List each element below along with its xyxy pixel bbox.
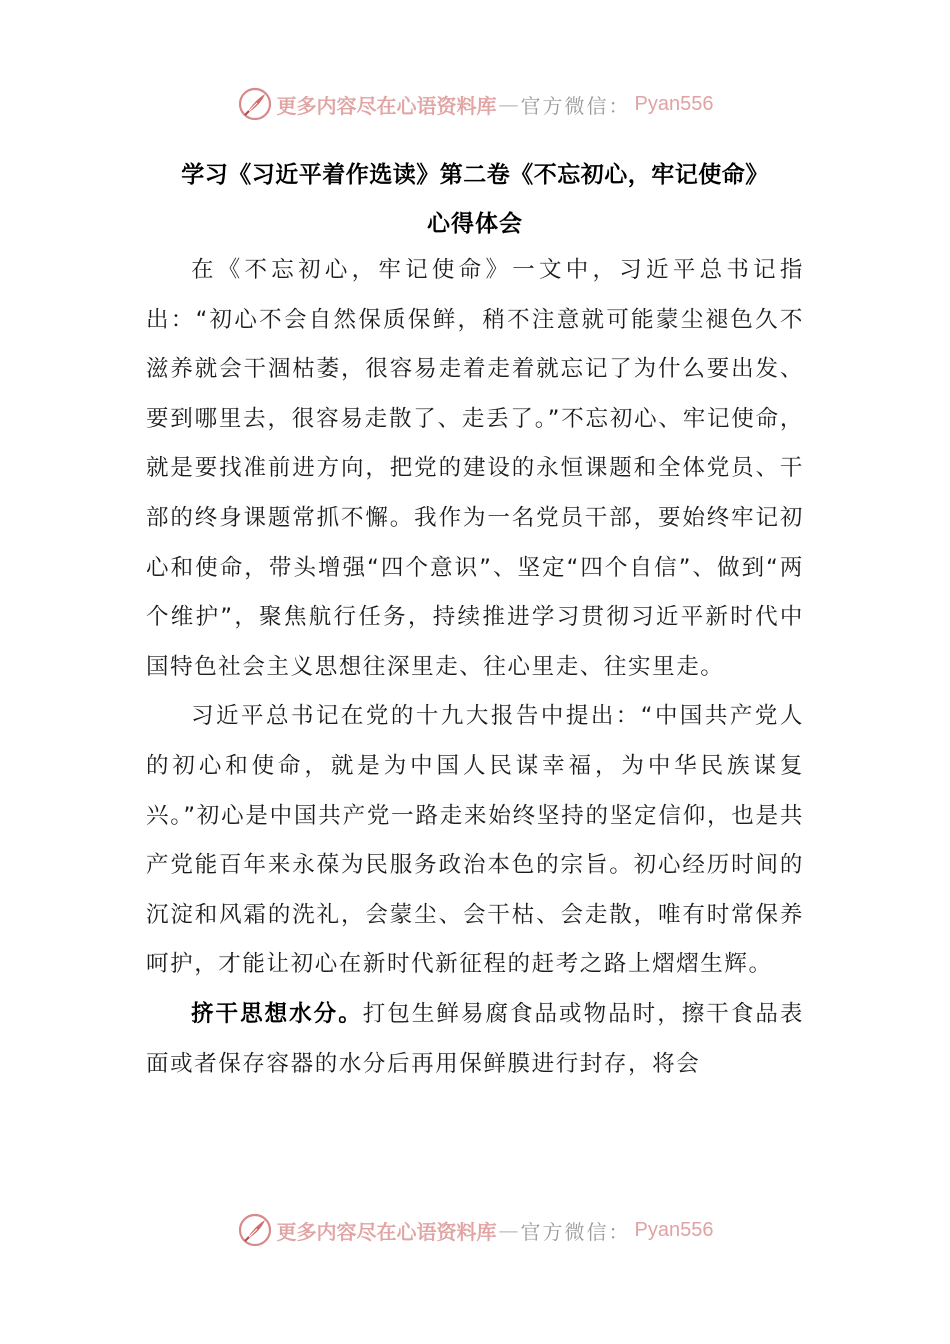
feather-pen-logo-icon — [237, 86, 273, 122]
paragraph: 习近平总书记在党的十九大报告中提出：“中国共产党人的初心和使命，就是为中国人民谋幸福，为中华民族谋复兴。”初心是中国共产党一路走来始终坚持的坚定信仰，也是共产党能百年来永葆为民服务政治本色的宗旨。初心经历时间的沉淀和风霜的洗礼，会蒙尘、会干枯、会走散，唯有时常保养呵护，才能让初心在新时代新征程的赶考之路上熠熠生辉。 — [146, 703, 804, 978]
footer-watermark-banner — [0, 1210, 950, 1250]
banner-brand-text: 更多内容尽在心语资料库 — [276, 93, 497, 118]
banner-wechat-id: Pyan556 — [634, 92, 714, 115]
banner-separator: — — [498, 92, 519, 116]
paragraph-lead: 挤干思想水分。 — [191, 1000, 363, 1027]
header-watermark-banner — [0, 84, 950, 124]
paragraph-text: 打包生鲜易腐食品或物品时，擦干食品表面或者保存容器的水分后再用保鲜膜进行封存，将会 — [146, 1000, 804, 1077]
banner-separator: — — [498, 1218, 519, 1242]
banner-wechat-label: 官方微信： — [520, 1219, 631, 1244]
document-title: 学习《习近平着作选读》第二卷《不忘初心，牢记使命》 — [181, 162, 769, 188]
banner-wechat-label: 官方微信： — [520, 93, 631, 118]
document-body — [146, 246, 804, 1089]
banner-wechat-id: Pyan556 — [634, 1218, 714, 1241]
document-subtitle: 心得体会 — [427, 211, 523, 237]
paragraph: 在《不忘初心，牢记使命》一文中，习近平总书记指出：“初心不会自然保质保鲜，稍不注意就可能蒙尘褪色久不滋养就会干涸枯萎，很容易走着走着就忘记了为什么要出发、要到哪里去，很容易走散了、走丢了。”不忘初心、牢记使命，就是要找准前进方向，把党的建设的永恒课题和全体党员、干部的终身课题常抓不懈。我作为一名党员干部，要始终牢记初心和使命，带头增强“四个意识”、坚定“四个自信”、做到“两个维护”，聚焦航行任务，持续推进学习贯彻习近平新时代中国特色社会主义思想往深里走、往心里走、往实里走。 — [146, 257, 804, 680]
paragraph — [146, 990, 804, 1089]
feather-pen-logo-icon — [237, 1212, 273, 1248]
banner-brand-text: 更多内容尽在心语资料库 — [276, 1219, 497, 1244]
